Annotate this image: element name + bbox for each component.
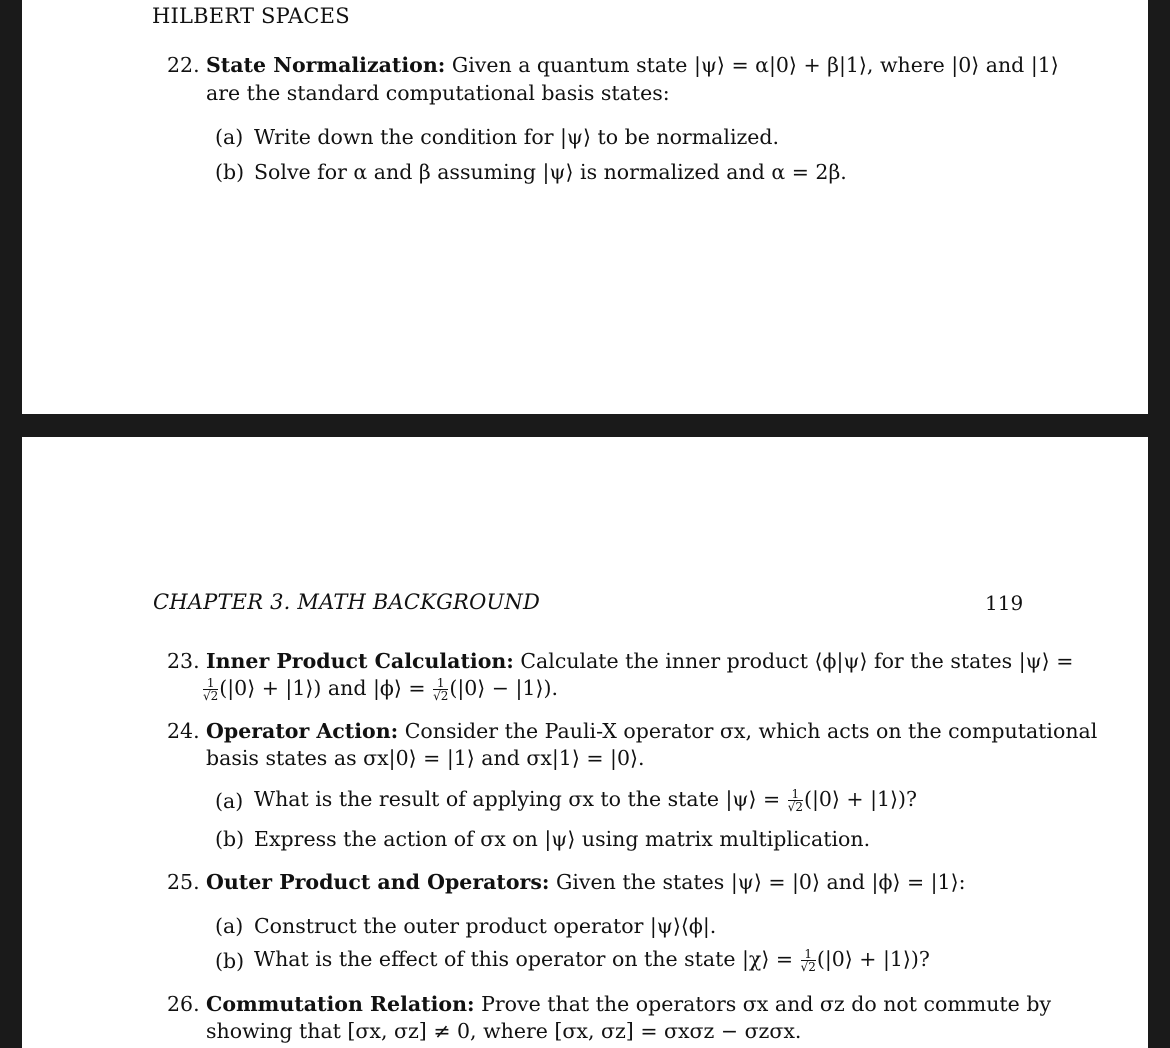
fraction: $\frac{1}{√2}$ xyxy=(433,676,449,703)
subitem-label: (b) xyxy=(215,160,245,184)
problem-22-line1 xyxy=(206,52,1059,79)
problem-title: Inner Product Calculation: xyxy=(206,649,514,673)
problem-24-line2: basis states as σx|0⟩ = |1⟩ and σx|1⟩ = |0⟩. xyxy=(206,746,645,770)
subitem-label: (a) xyxy=(215,789,244,813)
problem-24-line1 xyxy=(206,718,1097,745)
subitem-text: Express the action of σx on |ψ⟩ using matrix multiplication. xyxy=(254,827,871,851)
problem-text: Given the states |ψ⟩ = |0⟩ and |ϕ⟩ = |1⟩: xyxy=(556,870,966,894)
subitem-text: Construct the outer product operator |ψ⟩⟨ϕ|. xyxy=(254,914,717,938)
problem-text: Prove that the operators σx and σz do not commute by xyxy=(481,992,1052,1016)
problem-number: 24. xyxy=(167,719,200,743)
subitem-label: (b) xyxy=(215,949,245,973)
problem-title: State Normalization: xyxy=(206,53,446,77)
problem-title: Commutation Relation: xyxy=(206,992,475,1016)
problem-23-line1 xyxy=(206,648,1073,675)
problem-26-line2: showing that [σx, σz] ≠ 0, where [σx, σz] = σxσz − σzσx. xyxy=(206,1019,802,1043)
problem-text: Calculate the inner product ⟨ϕ|ψ⟩ for the states |ψ⟩ = xyxy=(520,649,1074,673)
page-bottom xyxy=(22,437,1148,1048)
problem-text: Given a quantum state |ψ⟩ = α|0⟩ + β|1⟩, where |0⟩ and |1⟩ xyxy=(451,53,1059,77)
subitem-label: (a) xyxy=(215,914,244,938)
problem-25-line1 xyxy=(206,869,966,896)
problem-number: 25. xyxy=(167,870,200,894)
problem-title: Outer Product and Operators: xyxy=(206,870,550,894)
fraction: $\frac{1}{√2}$ xyxy=(203,676,219,703)
subitem-text: What is the result of applying σx to the state |ψ⟩ = $\frac{1}{√2}$ (|0⟩ + |1⟩)? xyxy=(254,787,918,814)
fraction: $\frac{1}{√2}$ xyxy=(787,787,803,814)
page-top xyxy=(22,0,1148,414)
problem-title: Operator Action: xyxy=(206,719,399,743)
running-head: HILBERT SPACES xyxy=(152,4,350,28)
subitem-text: Solve for α and β assuming |ψ⟩ is normalized and α = 2β. xyxy=(254,160,847,184)
subitem-text: Write down the condition for |ψ⟩ to be normalized. xyxy=(254,125,780,149)
problem-text: Consider the Pauli-X operator σx, which acts on the computational xyxy=(404,719,1098,743)
problem-23-line2: $\frac{1}{√2}$ (|0⟩ + |1⟩) and |ϕ⟩ = $\frac{1}{√2}$ (|0⟩ − |1⟩). xyxy=(203,676,558,703)
subitem-label: (a) xyxy=(215,125,244,149)
problem-22-line2: are the standard computational basis states: xyxy=(206,81,670,105)
problem-number: 22. xyxy=(167,53,200,77)
subitem-label: (b) xyxy=(215,827,245,851)
subitem-text: What is the effect of this operator on the state |χ⟩ = $\frac{1}{√2}$ (|0⟩ + |1⟩)? xyxy=(254,947,930,974)
running-head: CHAPTER 3. MATH BACKGROUND xyxy=(153,590,540,614)
problem-26-line1 xyxy=(206,991,1051,1018)
problem-number: 26. xyxy=(167,992,200,1016)
page-number: 119 xyxy=(985,591,1024,615)
problem-number: 23. xyxy=(167,649,200,673)
fraction: $\frac{1}{√2}$ xyxy=(800,947,816,974)
